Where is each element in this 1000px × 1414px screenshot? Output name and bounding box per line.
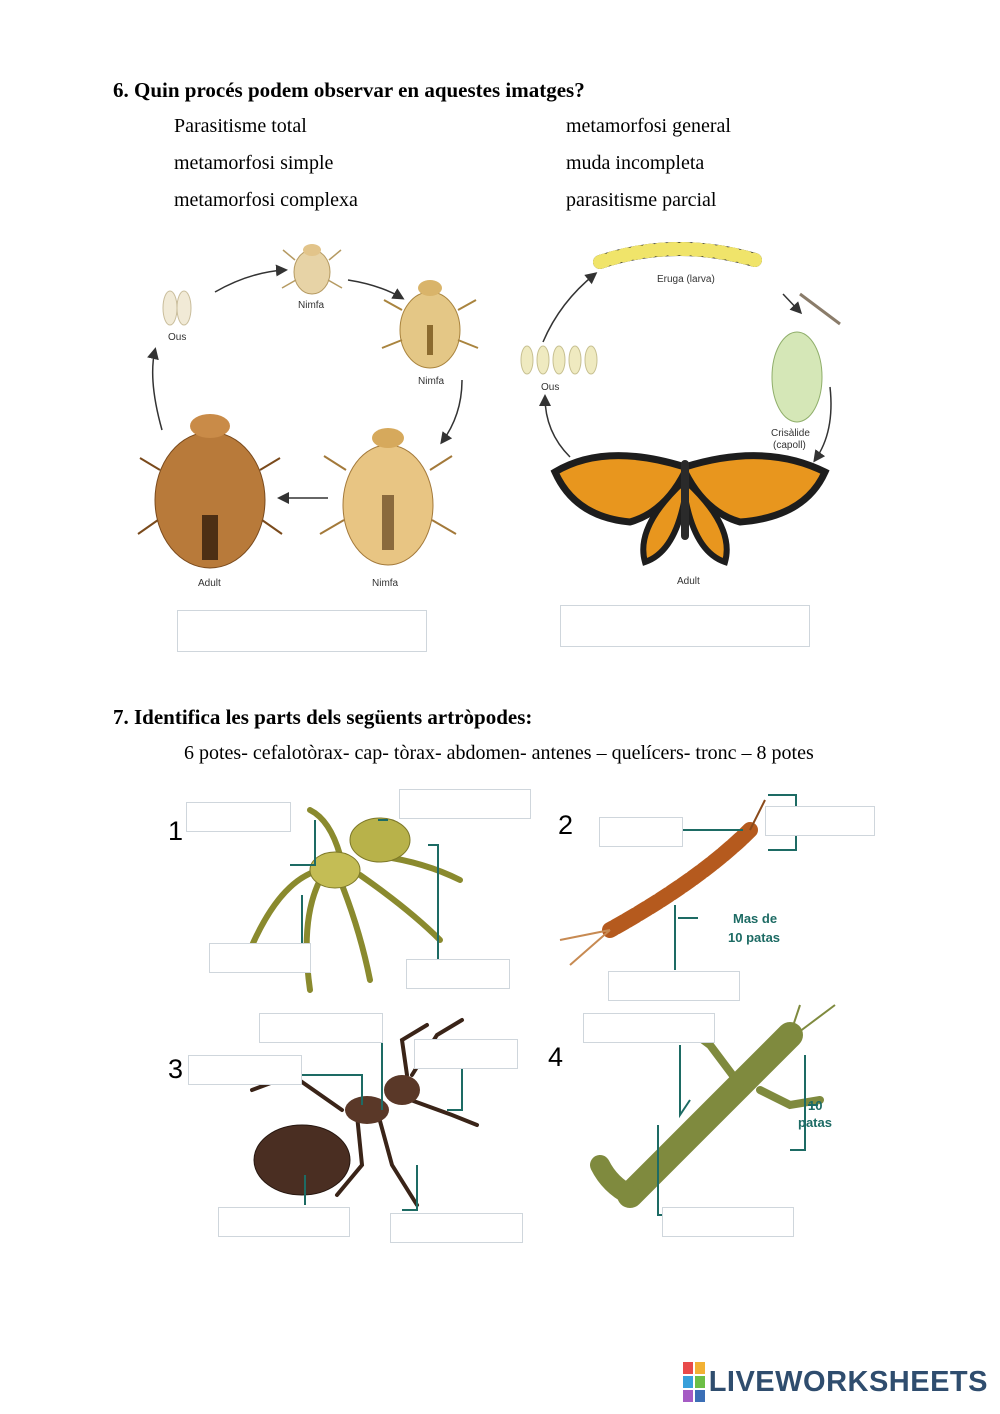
arthropod-number-2: 2 [558,810,574,840]
logo-blocks-icon [683,1362,705,1402]
logo-text: LIVEWORKSHEETS [708,1365,988,1398]
ant-label-box-1[interactable] [259,1013,383,1043]
answer-box-bedbug-process[interactable] [177,610,427,652]
caterpillar-image [600,249,755,262]
bedbug-eggs-caption: Ous [168,332,187,343]
bedbug-nymph-small-image [282,244,342,294]
centipede-label-box-2[interactable] [765,806,875,836]
chrysalis-image [772,294,840,422]
arthropod-number-1: 1 [168,816,184,846]
bedbug-adult-caption: Adult [198,578,221,589]
crayfish-label-box-2[interactable] [662,1207,794,1237]
crayfish-note-line1: 10 [808,1098,823,1113]
arthropod-number-3: 3 [168,1054,184,1084]
ant-label-box-2[interactable] [188,1055,302,1085]
option-parasitisme-total[interactable]: Parasitisme total [174,115,307,137]
bedbug-adult-image [138,414,282,568]
crayfish-note-line2: patas [798,1115,832,1130]
spider-label-box-4[interactable] [406,959,510,989]
centipede-note-line2: 10 patas [728,930,781,945]
option-metamorfosi-simple[interactable]: metamorfosi simple [174,152,334,174]
caterpillar-caption: Eruga (larva) [657,274,715,285]
bedbug-eggs-image [163,291,191,325]
spider-label-box-2[interactable] [399,789,531,819]
bedbug-life-cycle-figure [140,230,470,600]
arthropod-number-4: 4 [548,1042,564,1072]
spider-label-box-1[interactable] [186,802,291,832]
ant-label-box-3[interactable] [414,1039,518,1069]
option-metamorfosi-complexa[interactable]: metamorfosi complexa [174,189,358,211]
butterfly-life-cycle-figure [515,232,845,592]
chrysalis-caption-2: (capoll) [773,440,806,451]
ant-label-box-4[interactable] [218,1207,350,1237]
option-metamorfosi-general[interactable]: metamorfosi general [566,115,731,137]
bedbug-nymph1-caption: Nimfa [298,300,325,311]
bedbug-nymph3-caption: Nimfa [372,578,399,589]
ant-label-box-5[interactable] [390,1213,523,1243]
bedbug-nymph2-caption: Nimfa [418,376,445,387]
option-muda-incompleta[interactable]: muda incompleta [566,152,705,174]
chrysalis-caption-1: Crisàlide [771,428,810,439]
question-7-title: 7. Identifica les parts dels següents artròpodes: [113,705,533,729]
crayfish-label-box-1[interactable] [583,1013,715,1043]
butterfly-eggs-image [521,346,597,374]
answer-box-butterfly-process[interactable] [560,605,810,647]
bedbug-nymph-medium-image [382,280,478,368]
butterfly-adult-caption: Adult [677,576,700,587]
option-parasitisme-parcial[interactable]: parasitisme parcial [566,189,717,211]
monarch-butterfly-image [555,456,825,562]
question-6-title: 6. Quin procés podem observar en aquestes imatges? [113,78,585,102]
liveworksheets-logo [683,1362,988,1402]
spider-label-box-3[interactable] [209,943,311,973]
centipede-note-line1: Mas de [733,911,778,926]
centipede-label-box-1[interactable] [599,817,683,847]
butterfly-eggs-caption: Ous [541,382,560,393]
word-bank: 6 potes- cefalotòrax- cap- tòrax- abdomen- antenes – quelícers- tronc – 8 potes [184,742,814,764]
bedbug-nymph-large-image [320,428,456,565]
